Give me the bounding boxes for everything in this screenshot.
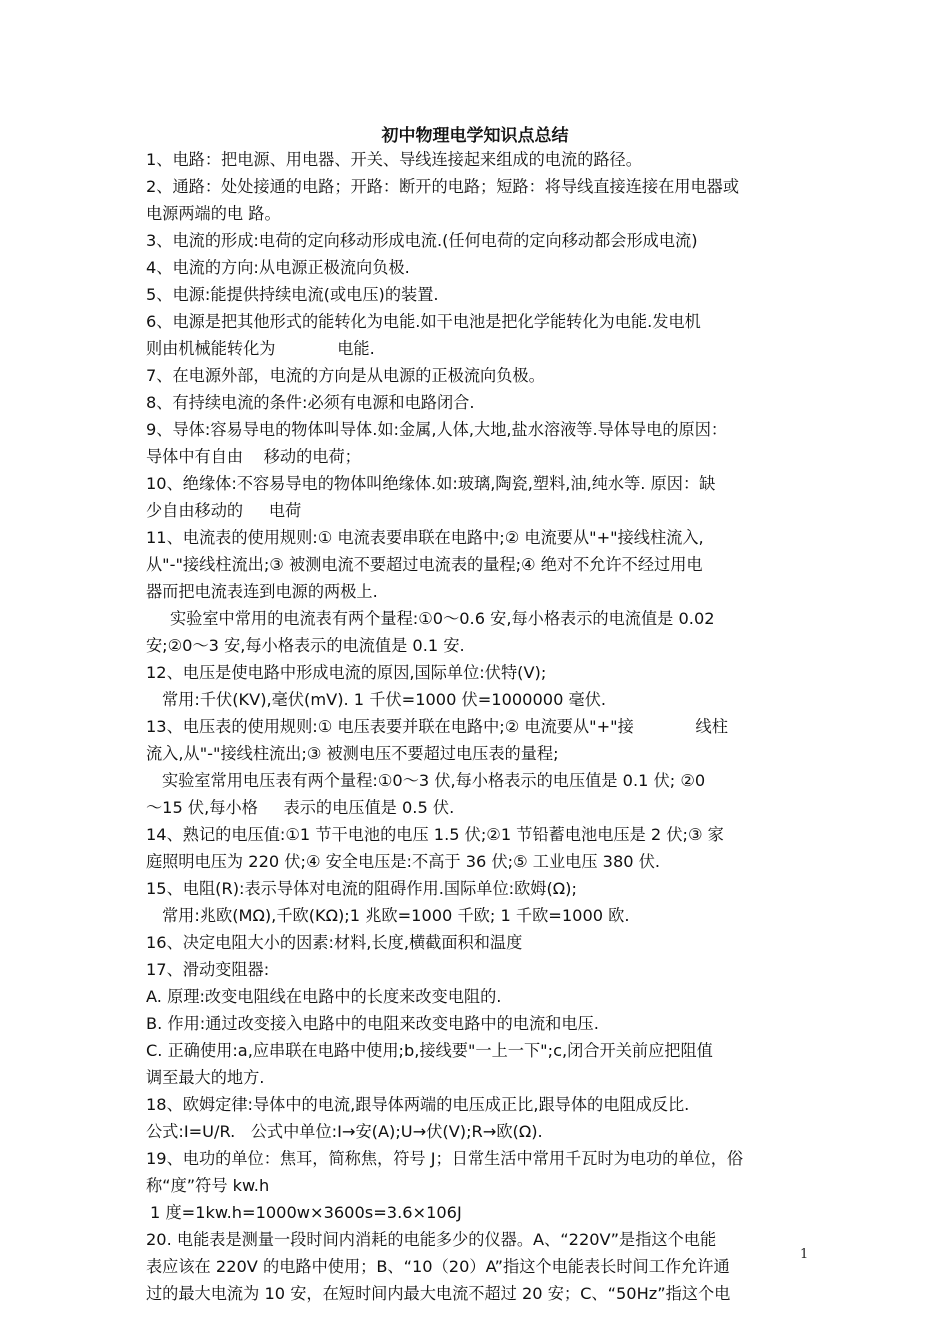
text-line: 12、电压是使电路中形成电流的原因,国际单位:伏特(V); — [146, 663, 547, 682]
text-line: 1 度=1kw.h=1000w×3600s=3.6×106J — [150, 1203, 462, 1222]
text-line: 8、有持续电流的条件:必须有电源和电路闭合. — [146, 393, 475, 412]
text-line: 流入,从"-"接线柱流出;③ 被测电压不要超过电压表的量程; — [146, 744, 559, 763]
text-line: B. 作用:通过改变接入电路中的电阻来改变电路中的电流和电压. — [146, 1014, 599, 1033]
text-line: 7、在电源外部，电流的方向是从电源的正极流向负极。 — [146, 366, 545, 385]
text-line: 少自由移动的 电荷 — [146, 501, 302, 520]
text-line: 19、电功的单位：焦耳，简称焦，符号 J；日常生活中常用千瓦时为电功的单位，俗 — [146, 1149, 744, 1168]
text-line: 器而把电流表连到电源的两极上. — [146, 582, 378, 601]
document-body — [146, 146, 812, 1307]
text-line: 13、电压表的使用规则:① 电压表要并联在电路中;② 电流要从"+"接 线柱 — [146, 717, 728, 736]
text-line: 10、绝缘体:不容易导电的物体叫绝缘体.如:玻璃,陶瓷,塑料,油,纯水等. 原因：缺 — [146, 474, 716, 493]
text-line: 过的最大电流为 10 安，在短时间内最大电流不超过 20 安；C、“50Hz”指这个电 — [146, 1284, 731, 1303]
text-line: 常用:千伏(KV),毫伏(mV). 1 千伏=1000 伏=1000000 毫伏. — [162, 690, 607, 709]
text-line: 表应该在 220V 的电路中使用；B、“10（20）A”指这个电能表长时间工作允许通 — [146, 1257, 730, 1276]
text-line: 从"-"接线柱流出;③ 被测电流不要超过电流表的量程;④ 绝对不允许不经过用电 — [146, 555, 703, 574]
text-line: 3、电流的形成:电荷的定向移动形成电流.(任何电荷的定向移动都会形成电流) — [146, 231, 698, 250]
text-line: 实验室中常用的电流表有两个量程:①0～0.6 安,每小格表示的电流值是 0.02 — [170, 609, 715, 628]
text-line: 20. 电能表是测量一段时间内消耗的电能多少的仪器。A、“220V”是指这个电能 — [146, 1230, 717, 1249]
document-title: 初中物理电学知识点总结 — [381, 126, 569, 146]
text-line: 14、熟记的电压值:①1 节干电池的电压 1.5 伏;②1 节铅蓄电池电压是 2 伏;③ 家 — [146, 825, 724, 844]
text-line: 1、电路：把电源、用电器、开关、导线连接起来组成的电流的路径。 — [146, 150, 642, 169]
text-line: 2、通路：处处接通的电路；开路：断开的电路；短路：将导线直接连接在用电器或 — [146, 177, 740, 196]
text-line: 4、电流的方向:从电源正极流向负极. — [146, 258, 410, 277]
text-line: 则由机械能转化为 电能. — [146, 339, 375, 358]
text-line: 18、欧姆定律:导体中的电流,跟导体两端的电压成正比,跟导体的电阻成反比. — [146, 1095, 690, 1114]
text-line: 公式:I=U/R. 公式中单位:I→安(A);U→伏(V);R→欧(Ω). — [146, 1122, 543, 1141]
text-line: 17、滑动变阻器: — [146, 960, 270, 979]
text-line: 11、电流表的使用规则:① 电流表要串联在电路中;② 电流要从"+"接线柱流入, — [146, 528, 704, 547]
text-line: 6、电源是把其他形式的能转化为电能.如干电池是把化学能转化为电能.发电机 — [146, 312, 701, 331]
text-line: 调至最大的地方. — [146, 1068, 265, 1087]
text-line: 16、决定电阻大小的因素:材料,长度,横截面积和温度 — [146, 933, 523, 952]
text-line: 15、电阻(R):表示导体对电流的阻碍作用.国际单位:欧姆(Ω); — [146, 879, 577, 898]
text-line: 实验室常用电压表有两个量程:①0～3 伏,每小格表示的电压值是 0.1 伏; ②0 — [162, 771, 706, 790]
text-line: 安;②0～3 安,每小格表示的电流值是 0.1 安. — [146, 636, 465, 655]
text-line: 称“度”符号 kw.h — [146, 1176, 270, 1195]
text-line: 庭照明电压为 220 伏;④ 安全电压是:不高于 36 伏;⑤ 工业电压 380 伏. — [146, 852, 661, 871]
text-line: A. 原理:改变电阻线在电路中的长度来改变电阻的. — [146, 987, 502, 1006]
text-line: 常用:兆欧(MΩ),千欧(KΩ);1 兆欧=1000 千欧; 1 千欧=1000 欧. — [162, 906, 630, 925]
text-line: 电源两端的电 路。 — [146, 204, 281, 223]
text-line: 导体中有自由 移动的电荷； — [146, 447, 361, 466]
text-line: C. 正确使用:a,应串联在电路中使用;b,接线要"一上一下";c,闭合开关前应把阻值 — [146, 1041, 713, 1060]
text-line: ～15 伏,每小格 表示的电压值是 0.5 伏. — [146, 798, 455, 817]
text-line: 9、导体:容易导电的物体叫导体.如:金属,人体,大地,盐水溶液等.导体导电的原因： — [146, 420, 728, 439]
page-number: 1 — [800, 1247, 809, 1262]
text-line: 5、电源:能提供持续电流(或电压)的装置. — [146, 285, 439, 304]
